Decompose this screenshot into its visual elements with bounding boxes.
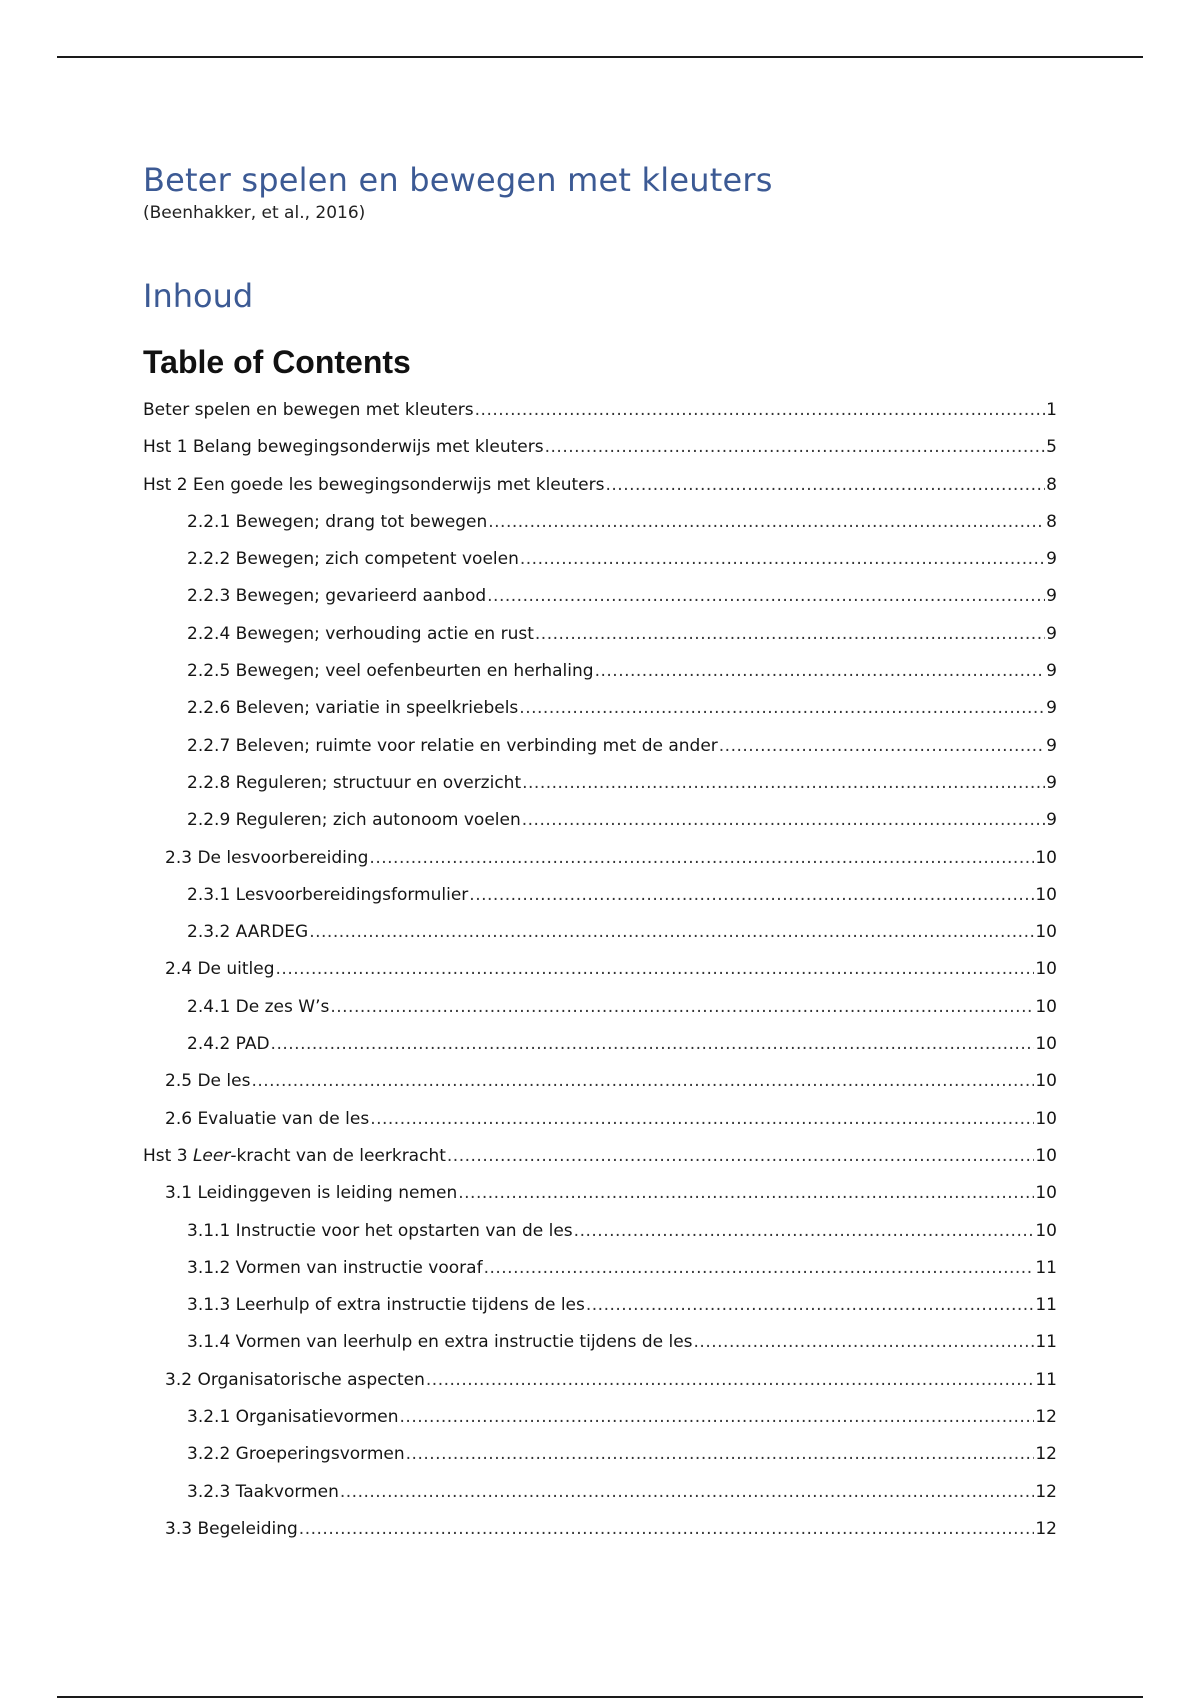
toc-dot-leader (330, 989, 1034, 1026)
toc-entry-page-number: 11 (1035, 1369, 1057, 1390)
toc-entry-title: 2.2.1 Bewegen; drang tot bewegen (187, 511, 488, 532)
toc-entry-title: 2.4.1 De zes W’s (187, 996, 330, 1017)
toc-entry[interactable] (143, 1287, 1057, 1324)
toc-dot-leader (299, 1511, 1035, 1548)
toc-entry-title: 3.1.2 Vormen van instructie vooraf (187, 1257, 483, 1278)
toc-entry-title: 3.1 Leidinggeven is leiding nemen (165, 1183, 458, 1204)
toc-entry[interactable] (143, 1362, 1057, 1399)
toc-entry-title: 2.2.9 Reguleren; zich autonoom voelen (187, 810, 521, 831)
toc-dot-leader (522, 802, 1045, 839)
toc-entry-title: 3.1.3 Leerhulp of extra instructie tijdens de les (187, 1295, 585, 1316)
toc-entry-title: 3.1.1 Instructie voor het opstarten van de les (187, 1220, 573, 1241)
toc-entry-page-number: 10 (1035, 922, 1057, 943)
toc-dot-leader (574, 1213, 1035, 1250)
toc-entry-page-number: 10 (1035, 1183, 1057, 1204)
toc-dot-leader (522, 765, 1045, 802)
toc-entry-page-number: 10 (1035, 1108, 1057, 1129)
toc-heading: Table of Contents (143, 344, 411, 380)
toc-entry[interactable] (143, 1213, 1057, 1250)
toc-entry-page-number: 9 (1046, 549, 1057, 570)
toc-dot-leader (406, 1436, 1035, 1473)
toc-dot-leader (276, 951, 1035, 988)
toc-entry[interactable] (143, 690, 1057, 727)
toc-dot-leader (400, 1399, 1035, 1436)
toc-entry-page-number: 9 (1046, 661, 1057, 682)
toc-entry-title: Hst 2 Een goede les bewegingsonderwijs met kleuters (143, 474, 605, 495)
toc-dot-leader (469, 877, 1034, 914)
header-rule (57, 56, 1143, 58)
toc-dot-leader (595, 653, 1046, 690)
toc-entry-title: Hst 1 Belang bewegingsonderwijs met kleuters (143, 437, 544, 458)
toc-dot-leader (606, 467, 1046, 504)
toc-entry[interactable] (143, 1250, 1057, 1287)
toc-dot-leader (340, 1474, 1035, 1511)
toc-entry[interactable] (143, 765, 1057, 802)
toc-entry[interactable] (143, 653, 1057, 690)
toc-entry-page-number: 11 (1035, 1332, 1057, 1353)
toc-entry-title: 2.2.5 Bewegen; veel oefenbeurten en herhaling (187, 661, 594, 682)
toc-entry-page-number: 12 (1035, 1481, 1057, 1502)
toc-entry-title: 2.2.6 Beleven; variatie in speelkriebels (187, 698, 519, 719)
toc-dot-leader (370, 1101, 1034, 1138)
toc-entry[interactable] (143, 802, 1057, 839)
toc-entry[interactable] (143, 1138, 1057, 1175)
toc-entry-title-suffix: -kracht van de leerkracht (230, 1145, 446, 1166)
toc-entry[interactable] (143, 616, 1057, 653)
toc-entry[interactable] (143, 728, 1057, 765)
toc-entry-page-number: 10 (1035, 884, 1057, 905)
toc-dot-leader (271, 1026, 1035, 1063)
toc-dot-leader (251, 1063, 1034, 1100)
toc-entry[interactable] (143, 840, 1057, 877)
toc-entry-page-number: 1 (1046, 400, 1057, 420)
toc-entry-page-number: 10 (1035, 996, 1057, 1017)
toc-entry-title-emphasis: Leer (192, 1145, 231, 1166)
footer-rule (57, 1696, 1143, 1698)
toc-entry-page-number: 9 (1046, 698, 1057, 719)
toc-entry[interactable] (143, 578, 1057, 615)
toc-entry[interactable] (143, 1511, 1057, 1548)
toc-entry-title: 2.6 Evaluatie van de les (165, 1108, 370, 1129)
toc-entry-title: 2.5 De les (165, 1071, 251, 1092)
toc-dot-leader (488, 504, 1045, 541)
toc-dot-leader (719, 728, 1045, 765)
toc-entry[interactable] (143, 1063, 1057, 1100)
toc-dot-leader (487, 578, 1045, 615)
toc-entry[interactable] (143, 989, 1057, 1026)
toc-entry-title: 2.2.4 Bewegen; verhouding actie en rust (187, 623, 534, 644)
toc-entry-page-number: 9 (1046, 586, 1057, 607)
toc-entry-title: 2.3.2 AARDEG (187, 922, 309, 943)
toc-dot-leader (426, 1362, 1034, 1399)
toc-dot-leader (535, 616, 1045, 653)
toc-entry-page-number: 10 (1035, 847, 1057, 868)
toc-entry-title: 2.2.2 Bewegen; zich competent voelen (187, 549, 519, 570)
toc-entry-page-number: 12 (1035, 1444, 1057, 1465)
toc-entry-title: 3.2.3 Taakvormen (187, 1481, 339, 1502)
toc-entry[interactable] (143, 504, 1057, 541)
toc-entry-page-number: 10 (1035, 1145, 1057, 1166)
toc-entry-title: 2.3 De lesvoorbereiding (165, 847, 369, 868)
toc-dot-leader (369, 840, 1034, 877)
toc-entry[interactable] (143, 914, 1057, 951)
toc-entry[interactable] (143, 877, 1057, 914)
toc-entry-title (143, 1138, 446, 1175)
toc-entry-page-number: 8 (1046, 511, 1057, 532)
toc-entry-page-number: 10 (1035, 1071, 1057, 1092)
toc-dot-leader (484, 1250, 1035, 1287)
toc-dot-leader (458, 1175, 1034, 1212)
page-content (143, 160, 1057, 1548)
toc-entry-title: 2.4 De uitleg (165, 959, 275, 980)
toc-entry[interactable] (143, 1474, 1057, 1511)
toc-entry[interactable] (143, 1101, 1057, 1138)
toc-dot-leader (309, 914, 1034, 951)
toc-entry-title-prefix: Hst 3 (143, 1145, 193, 1166)
toc-dot-leader (586, 1287, 1034, 1324)
toc-entry[interactable] (143, 1175, 1057, 1212)
document-citation: (Beenhakker, et al., 2016) (143, 203, 366, 223)
table-of-contents (143, 392, 1057, 1548)
toc-entry-title: 3.2.1 Organisatievormen (187, 1407, 399, 1428)
toc-entry-page-number: 12 (1035, 1518, 1057, 1539)
toc-dot-leader (447, 1138, 1034, 1175)
document-title: Beter spelen en bewegen met kleuters (143, 161, 773, 199)
toc-dot-leader (520, 541, 1045, 578)
toc-entry-page-number: 5 (1046, 437, 1057, 458)
toc-entry-title: Beter spelen en bewegen met kleuters (143, 400, 474, 420)
toc-entry[interactable] (143, 1399, 1057, 1436)
toc-entry-page-number: 10 (1035, 959, 1057, 980)
toc-entry[interactable] (143, 1436, 1057, 1473)
toc-entry[interactable] (143, 392, 1057, 429)
toc-entry-page-number: 10 (1035, 1220, 1057, 1241)
toc-entry-title: 2.2.3 Bewegen; gevarieerd aanbod (187, 586, 487, 607)
toc-entry-title: 2.2.8 Reguleren; structuur en overzicht (187, 772, 522, 793)
toc-entry-title: 3.2.2 Groeperingsvormen (187, 1444, 405, 1465)
toc-entry-title: 3.3 Begeleiding (165, 1518, 298, 1539)
toc-entry-page-number: 8 (1046, 474, 1057, 495)
toc-entry-title: 2.2.7 Beleven; ruimte voor relatie en verbinding met de ander (187, 735, 718, 756)
toc-dot-leader (475, 392, 1046, 429)
toc-entry-page-number: 9 (1046, 623, 1057, 644)
toc-entry[interactable] (143, 1324, 1057, 1361)
toc-entry-page-number: 11 (1035, 1257, 1057, 1278)
toc-entry-page-number: 10 (1035, 1034, 1057, 1055)
toc-dot-leader (545, 429, 1046, 466)
toc-entry-page-number: 9 (1046, 810, 1057, 831)
toc-entry[interactable] (143, 951, 1057, 988)
toc-entry[interactable] (143, 467, 1057, 504)
toc-entry[interactable] (143, 541, 1057, 578)
toc-entry-title: 3.1.4 Vormen van leerhulp en extra instructie tijdens de les (187, 1332, 693, 1353)
toc-entry-page-number: 11 (1035, 1295, 1057, 1316)
toc-entry[interactable] (143, 429, 1057, 466)
toc-entry-page-number: 12 (1035, 1407, 1057, 1428)
toc-entry-page-number: 9 (1046, 735, 1057, 756)
toc-entry[interactable] (143, 1026, 1057, 1063)
toc-entry-page-number: 9 (1046, 772, 1057, 793)
toc-dot-leader (694, 1324, 1035, 1361)
toc-entry-title: 2.4.2 PAD (187, 1034, 270, 1055)
toc-dot-leader (519, 690, 1045, 727)
toc-entry-title: 2.3.1 Lesvoorbereidingsformulier (187, 884, 469, 905)
toc-entry-title: 3.2 Organisatorische aspecten (165, 1369, 425, 1390)
contents-heading: Inhoud (143, 277, 254, 315)
